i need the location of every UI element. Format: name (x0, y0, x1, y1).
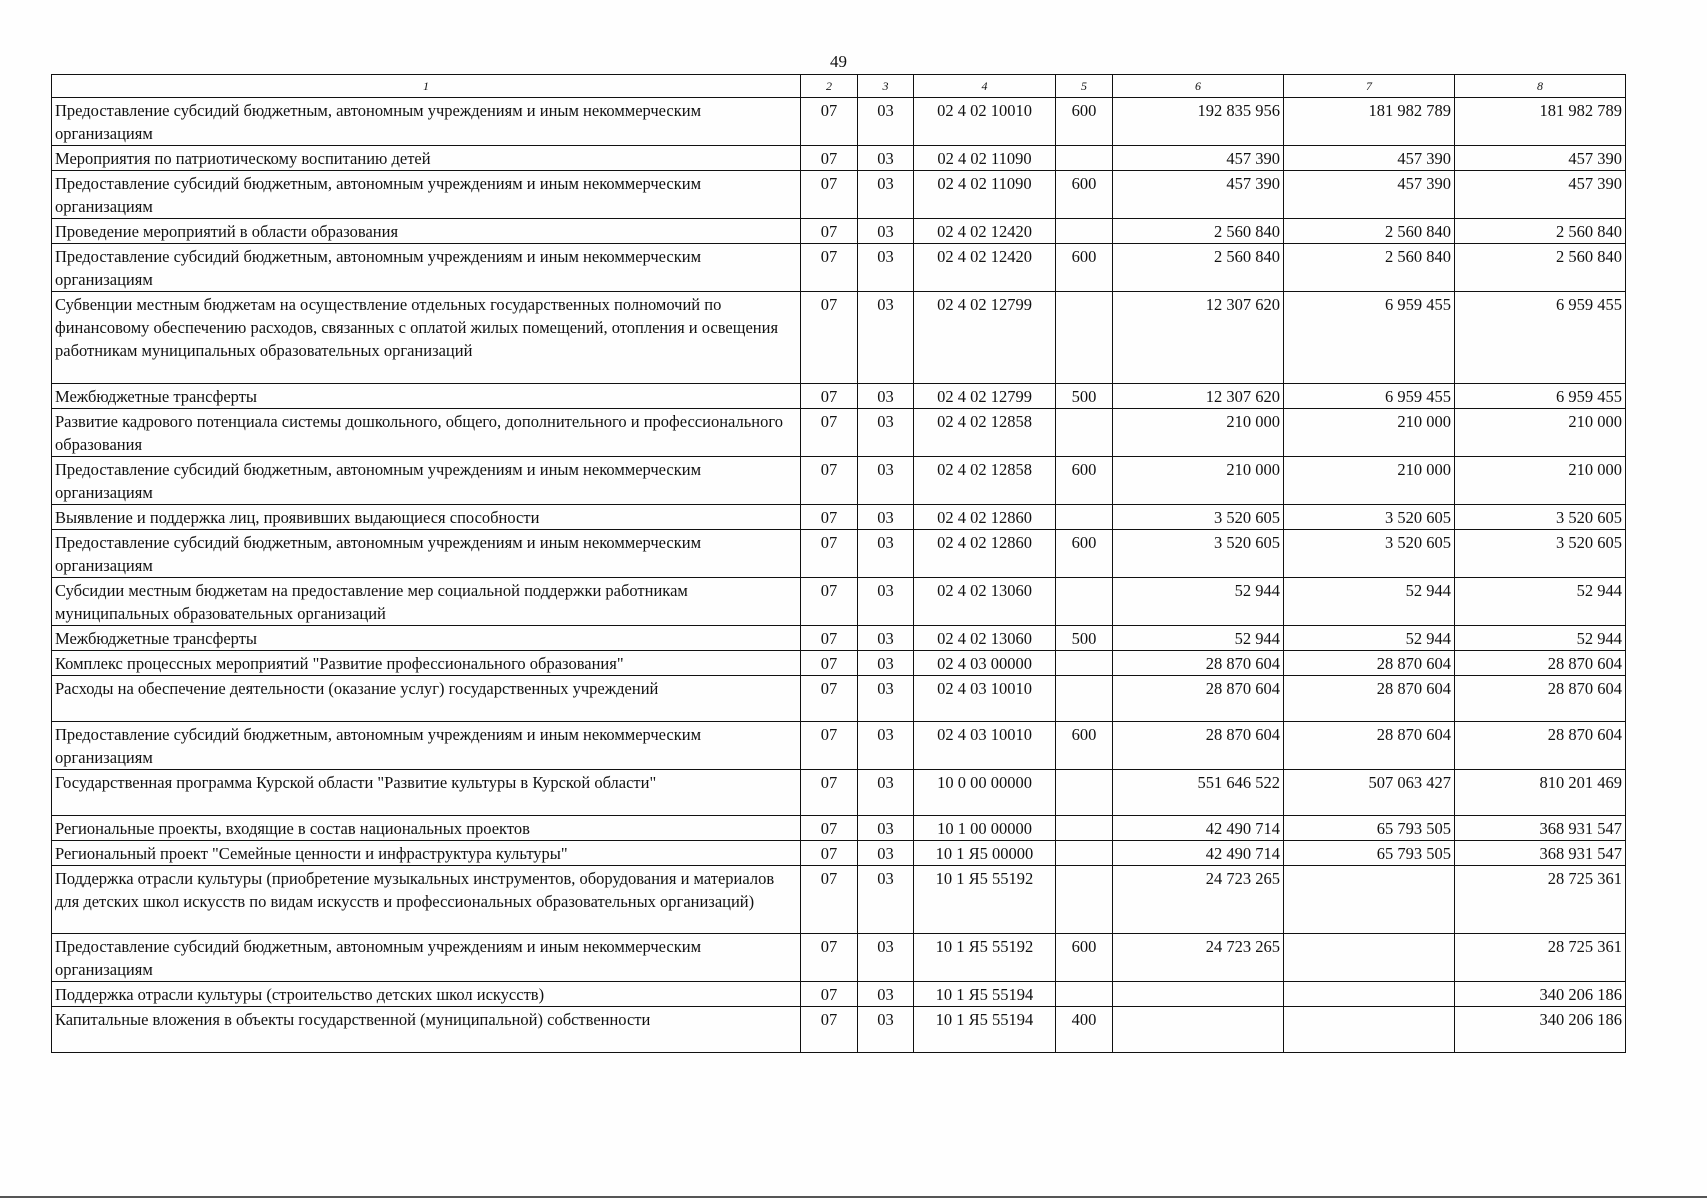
amount-col-6: 42 490 714 (1113, 841, 1284, 866)
amount-col-7: 3 520 605 (1284, 505, 1455, 530)
section-code: 07 (801, 651, 858, 676)
row-name: Межбюджетные трансферты (52, 626, 801, 651)
amount-col-8: 340 206 186 (1455, 1007, 1626, 1053)
expense-type-code (1056, 651, 1113, 676)
row-name: Капитальные вложения в объекты государственной (муниципальной) собственности (52, 1007, 801, 1053)
target-article-code: 02 4 02 12799 (914, 384, 1056, 409)
subsection-code: 03 (858, 934, 914, 982)
amount-col-8: 28 725 361 (1455, 866, 1626, 934)
row-name: Выявление и поддержка лиц, проявивших выдающиеся способности (52, 505, 801, 530)
row-name: Предоставление субсидий бюджетным, автономным учреждениям и иным некоммерческим организациям (52, 934, 801, 982)
subsection-code: 03 (858, 244, 914, 292)
amount-col-8: 457 390 (1455, 171, 1626, 219)
subsection-code: 03 (858, 651, 914, 676)
table-row (52, 816, 1626, 841)
amount-col-8: 181 982 789 (1455, 98, 1626, 146)
target-article-code: 02 4 02 11090 (914, 146, 1056, 171)
subsection-code: 03 (858, 1007, 914, 1053)
amount-col-6: 24 723 265 (1113, 866, 1284, 934)
section-code: 07 (801, 171, 858, 219)
amount-col-6: 551 646 522 (1113, 770, 1284, 816)
amount-col-6 (1113, 1007, 1284, 1053)
subsection-code: 03 (858, 530, 914, 578)
row-name: Субсидии местным бюджетам на предоставление мер социальной поддержки работникам муниципальных образовательных организаций (52, 578, 801, 626)
target-article-code: 10 1 Я5 55192 (914, 866, 1056, 934)
subsection-code: 03 (858, 457, 914, 505)
table-row (52, 457, 1626, 505)
subsection-code: 03 (858, 384, 914, 409)
column-header: 3 (858, 75, 914, 98)
subsection-code: 03 (858, 409, 914, 457)
expense-type-code: 400 (1056, 1007, 1113, 1053)
column-header: 7 (1284, 75, 1455, 98)
table-row (52, 626, 1626, 651)
amount-col-6: 12 307 620 (1113, 384, 1284, 409)
expense-type-code: 600 (1056, 457, 1113, 505)
table-row (52, 651, 1626, 676)
expense-type-code (1056, 578, 1113, 626)
row-name: Предоставление субсидий бюджетным, автономным учреждениям и иным некоммерческим организациям (52, 244, 801, 292)
section-code: 07 (801, 816, 858, 841)
expense-type-code: 600 (1056, 530, 1113, 578)
target-article-code: 02 4 03 10010 (914, 676, 1056, 722)
target-article-code: 10 1 Я5 55192 (914, 934, 1056, 982)
row-name: Предоставление субсидий бюджетным, автономным учреждениям и иным некоммерческим организациям (52, 722, 801, 770)
table-row (52, 841, 1626, 866)
amount-col-8: 6 959 455 (1455, 292, 1626, 384)
amount-col-7: 210 000 (1284, 409, 1455, 457)
section-code: 07 (801, 1007, 858, 1053)
amount-col-6: 28 870 604 (1113, 676, 1284, 722)
amount-col-8: 52 944 (1455, 626, 1626, 651)
amount-col-8: 210 000 (1455, 457, 1626, 505)
amount-col-7: 3 520 605 (1284, 530, 1455, 578)
target-article-code: 02 4 02 12858 (914, 409, 1056, 457)
table-row (52, 505, 1626, 530)
table-row (52, 384, 1626, 409)
subsection-code: 03 (858, 146, 914, 171)
amount-col-6: 42 490 714 (1113, 816, 1284, 841)
amount-col-7: 457 390 (1284, 171, 1455, 219)
subsection-code: 03 (858, 292, 914, 384)
amount-col-7: 181 982 789 (1284, 98, 1455, 146)
target-article-code: 02 4 02 10010 (914, 98, 1056, 146)
amount-col-8: 340 206 186 (1455, 982, 1626, 1007)
amount-col-6: 24 723 265 (1113, 934, 1284, 982)
section-code: 07 (801, 934, 858, 982)
amount-col-7: 457 390 (1284, 146, 1455, 171)
amount-col-6: 2 560 840 (1113, 244, 1284, 292)
section-code: 07 (801, 770, 858, 816)
subsection-code: 03 (858, 982, 914, 1007)
target-article-code: 02 4 02 13060 (914, 626, 1056, 651)
target-article-code: 10 1 Я5 55194 (914, 982, 1056, 1007)
row-name: Субвенции местным бюджетам на осуществление отдельных государственных полномочий по финансовому обеспечению расходов, связанных с оплатой жилых помещений, отопления и освещения работникам муниципальных образовательных организаций (52, 292, 801, 384)
subsection-code: 03 (858, 816, 914, 841)
row-name: Мероприятия по патриотическому воспитанию детей (52, 146, 801, 171)
column-header: 1 (52, 75, 801, 98)
row-name: Предоставление субсидий бюджетным, автономным учреждениям и иным некоммерческим организациям (52, 171, 801, 219)
amount-col-8: 52 944 (1455, 578, 1626, 626)
amount-col-7: 65 793 505 (1284, 816, 1455, 841)
table-row (52, 866, 1626, 934)
target-article-code: 02 4 02 13060 (914, 578, 1056, 626)
section-code: 07 (801, 292, 858, 384)
section-code: 07 (801, 578, 858, 626)
amount-col-6: 12 307 620 (1113, 292, 1284, 384)
amount-col-8: 3 520 605 (1455, 505, 1626, 530)
table-row (52, 409, 1626, 457)
expense-type-code (1056, 866, 1113, 934)
section-code: 07 (801, 505, 858, 530)
subsection-code: 03 (858, 98, 914, 146)
column-header: 8 (1455, 75, 1626, 98)
amount-col-6: 28 870 604 (1113, 651, 1284, 676)
expense-type-code (1056, 292, 1113, 384)
row-name: Проведение мероприятий в области образования (52, 219, 801, 244)
amount-col-8: 2 560 840 (1455, 244, 1626, 292)
subsection-code: 03 (858, 866, 914, 934)
amount-col-8: 28 870 604 (1455, 722, 1626, 770)
amount-col-7: 28 870 604 (1284, 722, 1455, 770)
amount-col-8: 457 390 (1455, 146, 1626, 171)
table-row (52, 171, 1626, 219)
subsection-code: 03 (858, 505, 914, 530)
table-row (52, 934, 1626, 982)
table-row (52, 530, 1626, 578)
subsection-code: 03 (858, 676, 914, 722)
target-article-code: 02 4 02 12860 (914, 505, 1056, 530)
section-code: 07 (801, 530, 858, 578)
row-name: Предоставление субсидий бюджетным, автономным учреждениям и иным некоммерческим организациям (52, 530, 801, 578)
expense-type-code: 600 (1056, 98, 1113, 146)
amount-col-7 (1284, 934, 1455, 982)
amount-col-7: 2 560 840 (1284, 244, 1455, 292)
amount-col-7: 6 959 455 (1284, 292, 1455, 384)
amount-col-6: 3 520 605 (1113, 505, 1284, 530)
amount-col-6: 52 944 (1113, 578, 1284, 626)
amount-col-6: 210 000 (1113, 457, 1284, 505)
table-row (52, 770, 1626, 816)
column-header: 5 (1056, 75, 1113, 98)
column-header: 2 (801, 75, 858, 98)
row-name: Расходы на обеспечение деятельности (оказание услуг) государственных учреждений (52, 676, 801, 722)
row-name: Поддержка отрасли культуры (приобретение музыкальных инструментов, оборудования и материалов для детских школ искусств по видам искусств и профессиональных образовательных организаций) (52, 866, 801, 934)
expense-type-code (1056, 816, 1113, 841)
scan-edge-line (0, 1196, 1707, 1198)
amount-col-6: 52 944 (1113, 626, 1284, 651)
amount-col-7 (1284, 1007, 1455, 1053)
expense-type-code (1056, 676, 1113, 722)
amount-col-7: 52 944 (1284, 578, 1455, 626)
section-code: 07 (801, 866, 858, 934)
section-code: 07 (801, 722, 858, 770)
table-row (52, 244, 1626, 292)
row-name: Межбюджетные трансферты (52, 384, 801, 409)
amount-col-7: 65 793 505 (1284, 841, 1455, 866)
table-row (52, 219, 1626, 244)
subsection-code: 03 (858, 171, 914, 219)
expense-type-code: 600 (1056, 171, 1113, 219)
target-article-code: 02 4 02 12799 (914, 292, 1056, 384)
budget-table (51, 74, 1626, 1053)
amount-col-8: 2 560 840 (1455, 219, 1626, 244)
amount-col-8: 6 959 455 (1455, 384, 1626, 409)
expense-type-code: 600 (1056, 722, 1113, 770)
amount-col-8: 810 201 469 (1455, 770, 1626, 816)
target-article-code: 02 4 02 12420 (914, 244, 1056, 292)
row-name: Региональный проект "Семейные ценности и инфраструктура культуры" (52, 841, 801, 866)
subsection-code: 03 (858, 841, 914, 866)
table-row (52, 146, 1626, 171)
row-name: Региональные проекты, входящие в состав национальных проектов (52, 816, 801, 841)
table-row (52, 1007, 1626, 1053)
section-code: 07 (801, 409, 858, 457)
amount-col-6: 457 390 (1113, 146, 1284, 171)
table-row (52, 578, 1626, 626)
section-code: 07 (801, 626, 858, 651)
target-article-code: 02 4 02 12860 (914, 530, 1056, 578)
amount-col-7: 507 063 427 (1284, 770, 1455, 816)
expense-type-code (1056, 770, 1113, 816)
amount-col-6: 210 000 (1113, 409, 1284, 457)
table-row (52, 722, 1626, 770)
amount-col-8: 28 870 604 (1455, 676, 1626, 722)
subsection-code: 03 (858, 722, 914, 770)
row-name: Поддержка отрасли культуры (строительство детских школ искусств) (52, 982, 801, 1007)
table-row (52, 292, 1626, 384)
target-article-code: 02 4 03 00000 (914, 651, 1056, 676)
section-code: 07 (801, 244, 858, 292)
target-article-code: 02 4 02 12420 (914, 219, 1056, 244)
target-article-code: 02 4 02 12858 (914, 457, 1056, 505)
amount-col-8: 28 725 361 (1455, 934, 1626, 982)
expense-type-code (1056, 982, 1113, 1007)
target-article-code: 10 1 Я5 55194 (914, 1007, 1056, 1053)
expense-type-code (1056, 146, 1113, 171)
section-code: 07 (801, 98, 858, 146)
row-name: Предоставление субсидий бюджетным, автономным учреждениям и иным некоммерческим организациям (52, 457, 801, 505)
section-code: 07 (801, 841, 858, 866)
expense-type-code (1056, 219, 1113, 244)
amount-col-8: 210 000 (1455, 409, 1626, 457)
expense-type-code: 500 (1056, 384, 1113, 409)
amount-col-7: 28 870 604 (1284, 676, 1455, 722)
expense-type-code: 600 (1056, 244, 1113, 292)
target-article-code: 02 4 03 10010 (914, 722, 1056, 770)
row-name: Государственная программа Курской области "Развитие культуры в Курской области" (52, 770, 801, 816)
amount-col-7: 52 944 (1284, 626, 1455, 651)
amount-col-7: 6 959 455 (1284, 384, 1455, 409)
page-number: 49 (830, 52, 847, 71)
column-header: 6 (1113, 75, 1284, 98)
section-code: 07 (801, 146, 858, 171)
row-name: Предоставление субсидий бюджетным, автономным учреждениям и иным некоммерческим организациям (52, 98, 801, 146)
table-row (52, 676, 1626, 722)
amount-col-6: 28 870 604 (1113, 722, 1284, 770)
amount-col-6: 457 390 (1113, 171, 1284, 219)
amount-col-6: 3 520 605 (1113, 530, 1284, 578)
section-code: 07 (801, 676, 858, 722)
table-row (52, 98, 1626, 146)
subsection-code: 03 (858, 219, 914, 244)
subsection-code: 03 (858, 626, 914, 651)
amount-col-8: 3 520 605 (1455, 530, 1626, 578)
amount-col-7 (1284, 982, 1455, 1007)
column-header: 4 (914, 75, 1056, 98)
expense-type-code (1056, 841, 1113, 866)
subsection-code: 03 (858, 770, 914, 816)
target-article-code: 10 1 00 00000 (914, 816, 1056, 841)
amount-col-7: 28 870 604 (1284, 651, 1455, 676)
section-code: 07 (801, 457, 858, 505)
amount-col-6: 2 560 840 (1113, 219, 1284, 244)
expense-type-code (1056, 409, 1113, 457)
expense-type-code (1056, 505, 1113, 530)
expense-type-code: 600 (1056, 934, 1113, 982)
target-article-code: 10 1 Я5 00000 (914, 841, 1056, 866)
table-row (52, 982, 1626, 1007)
amount-col-7: 210 000 (1284, 457, 1455, 505)
target-article-code: 02 4 02 11090 (914, 171, 1056, 219)
expense-type-code: 500 (1056, 626, 1113, 651)
section-code: 07 (801, 384, 858, 409)
amount-col-8: 28 870 604 (1455, 651, 1626, 676)
amount-col-8: 368 931 547 (1455, 816, 1626, 841)
row-name: Развитие кадрового потенциала системы дошкольного, общего, дополнительного и профессионального образования (52, 409, 801, 457)
column-numbers-row (52, 75, 1626, 98)
target-article-code: 10 0 00 00000 (914, 770, 1056, 816)
amount-col-7: 2 560 840 (1284, 219, 1455, 244)
amount-col-8: 368 931 547 (1455, 841, 1626, 866)
section-code: 07 (801, 982, 858, 1007)
amount-col-6 (1113, 982, 1284, 1007)
amount-col-6: 192 835 956 (1113, 98, 1284, 146)
amount-col-7 (1284, 866, 1455, 934)
subsection-code: 03 (858, 578, 914, 626)
section-code: 07 (801, 219, 858, 244)
row-name: Комплекс процессных мероприятий "Развитие профессионального образования" (52, 651, 801, 676)
